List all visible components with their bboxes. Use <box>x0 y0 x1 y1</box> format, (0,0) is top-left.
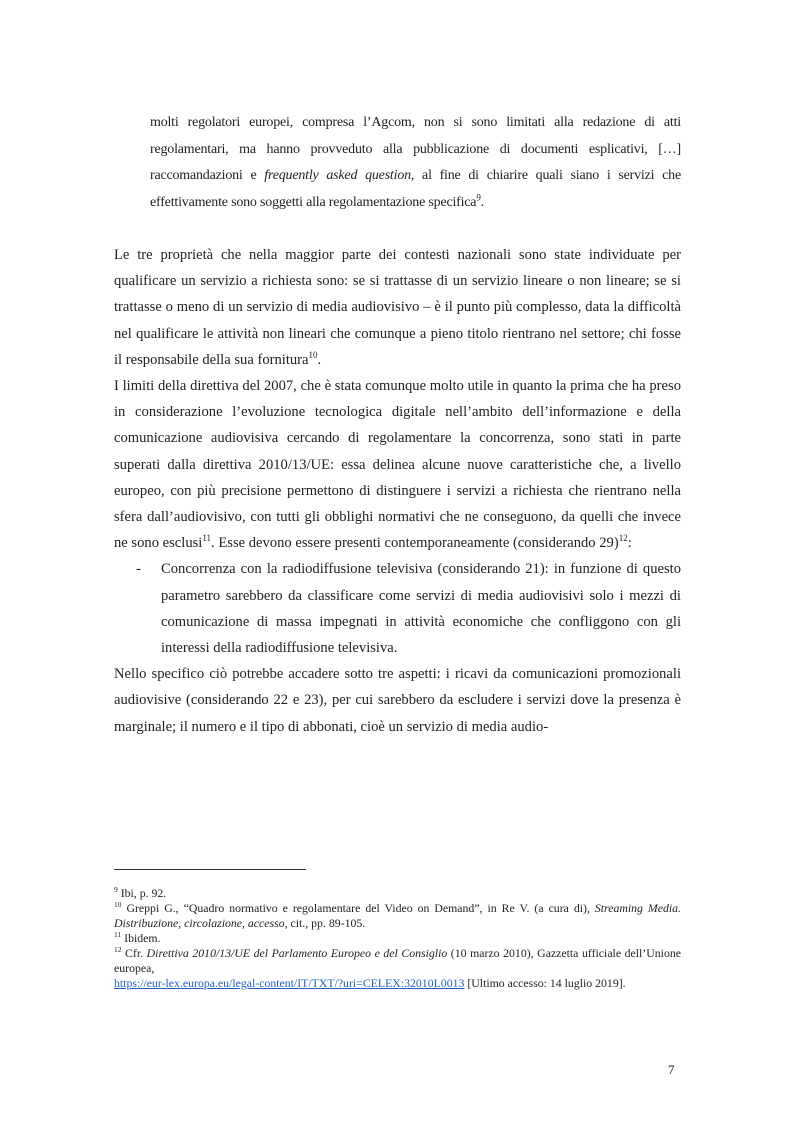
footnote-ref-9[interactable]: 9 <box>476 191 481 202</box>
paragraph-1-text: Le tre proprietà che nella maggior parte dei contesti nazionali sono state individuate per qualificare un servizio a richiesta sono: se si trattasse di un servizio lineare o non lineare; se si trattasse o meno di un servizio di media audiovisivo – è il punto più complesso, data la difficoltà nel qualificare le attività non lineari che comunque a pieno titolo rientrano nel settore; chi fosse il responsabile della sua fornitura <box>114 247 681 368</box>
footnote-separator <box>114 869 306 870</box>
footnote-text: (10 marzo 2010), Gazzetta ufficiale dell’Unione europea, <box>114 946 681 975</box>
footnote-12 <box>114 946 681 991</box>
footnote-italic-title: Streaming Media. Distribuzione, circolazione, accesso <box>114 901 681 930</box>
footnote-number: 9 <box>114 885 118 895</box>
footnote-ref-12[interactable]: 12 <box>618 533 628 544</box>
footnote-number: 10 <box>114 900 122 910</box>
list-item-text: Concorrenza con la radiodiffusione televisiva (considerando 21): in funzione di questo parametro sarebbero da classificare come servizi di media audiovisivi solo i mezzi di comunicazione di massa impegnati in attività economiche che confliggono con gli interessi della radiodiffusione televisiva. <box>161 561 681 657</box>
footnote-text: Cfr. <box>121 946 147 960</box>
paragraph-3 <box>114 661 681 740</box>
footnote-text: Greppi G., “Quadro normativo e regolamentare del Video on Demand”, in Re V. (a cura di), <box>121 901 595 915</box>
footnote-number: 12 <box>114 945 122 955</box>
page-number: 7 <box>668 1062 675 1077</box>
footnote-text: Ibi, p. 92. <box>117 886 167 900</box>
quote-text-2: , al fine di chiarire quali siano i servizi che effettivamente sono soggetti alla regolamentazione specifica <box>150 168 681 210</box>
block-quote <box>150 110 681 216</box>
footnote-text: [Ultimo accesso: 14 luglio 2019]. <box>464 976 626 990</box>
paragraph-2-end: : <box>627 535 632 552</box>
footnote-italic-title: Direttiva 2010/13/UE del Parlamento Europeo e del Consiglio <box>146 946 448 960</box>
paragraph-2-text-2: . Esse devono essere presenti contemporaneamente (considerando 29) <box>211 535 619 552</box>
quote-end: . <box>480 194 484 210</box>
footnote-ref-10[interactable]: 10 <box>308 349 318 360</box>
paragraph-2 <box>114 373 681 556</box>
footnote-9 <box>114 886 681 901</box>
list-dash: - <box>136 561 141 578</box>
footnote-ref-11[interactable]: 11 <box>202 533 212 544</box>
footnote-text: Ibidem. <box>121 931 161 945</box>
footnote-11 <box>114 931 681 946</box>
paragraph-2-text-1: I limiti della direttiva del 2007, che è stata comunque molto utile in quanto la prima che ha preso in considerazione l’evoluzione tecnologica digitale nell’ambito dell’informazione e della comunicazione audiovisiva cercando di regolamentare la concorrenza, sono stati in parte superati dalla direttiva 2010/13/UE: essa delinea alcune nuove caratteristiche che, a livello europeo, con più precisione permettono di distinguere i servizi a richiesta che rientrano nella sfera dall’audiovisivo, con tutti gli obblighi normativi che ne conseguono, da quelli che invece ne sono esclusi <box>114 378 681 552</box>
eur-lex-link[interactable]: https://eur-lex.europa.eu/legal-content/IT/TXT/?uri=CELEX:32010L0013 <box>114 976 465 990</box>
quote-text-1: molti regolatori europei, compresa l’Agcom, non si sono limitati alla redazione di atti regolamentari, ma hanno provveduto alla pubblicazione di documenti esplicativi, […] raccomandazioni e <box>150 115 681 183</box>
footnote-number: 11 <box>114 930 122 940</box>
footnotes <box>114 886 681 991</box>
paragraph-1-end: . <box>317 351 322 368</box>
paragraph-3-text: Nello specifico ciò potrebbe accadere sotto tre aspetti: i ricavi da comunicazioni promozionali audiovisive (considerando 22 e 23), per cui sarebbero da escludere i servizi dove la presenza è marginale; il numero e il tipo di abbonati, cioè un servizio di media audio- <box>114 666 681 735</box>
list-item <box>114 556 681 661</box>
footnote-text: , cit., pp. 89-105. <box>284 916 366 930</box>
quote-italic-text: frequently asked question <box>264 168 411 183</box>
paragraph-1 <box>114 242 681 373</box>
footnote-10 <box>114 901 681 931</box>
body-text <box>114 242 681 740</box>
